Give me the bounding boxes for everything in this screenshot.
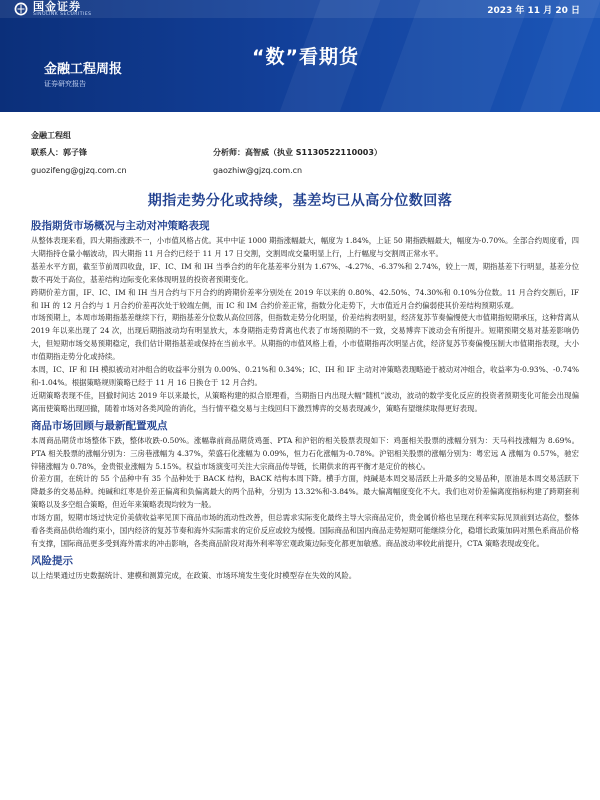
section-title: 商品市场回顾与最新配置观点 xyxy=(31,419,168,432)
paragraph: 市场方面，短期市场过快定价美债收益率见顶下商品市场的流动性改善，但总需求实际变化最终主导大宗商品定价，贵金属价格也呈现在利率实际见顶前到达高位，整体看各类商品供给端约束小，国内经济的复苏节奏和海外实际需求的定价反应或较为缓慢。国际商品和国内商品走势短期可能继续分化，稳增长政策加码对黑色系商品价格有支撑，国际商品更多受到海外需求的冲击影响，各类商品阶段对海外利率等宏观政策边际变化都更加敏感。商品波动率较此前提升，CTA 策略表现或变化。 xyxy=(31,513,579,548)
contact-email: guozifeng@gjzq.com.cn xyxy=(31,166,127,175)
section-title: 风险提示 xyxy=(31,554,73,567)
paragraph: 以上结果通过历史数据统计、建模和测算完成，在政策、市场环境发生变化时模型存在失效的风险。 xyxy=(31,570,357,580)
section-commodity-review xyxy=(31,419,579,551)
logo-name-cn: 国金证券 xyxy=(33,0,81,13)
report-date: 2023 年 11 月 20 日 xyxy=(487,6,580,16)
analyst-email: gaozhiw@gjzq.com.cn xyxy=(213,166,303,175)
paragraph: 从整体表现来看，四大期指涨跌不一，小市值风格占优。其中中证 1000 期指涨幅最大，幅度为 1.84%，上证 50 期指跌幅最大，幅度为-0.70%。全部合约周度看，四大期指持仓量小幅波动，四大期指 11 月合约已经于 11 月 17 日交割，交割周成交量明显上行，上行幅度与交割周正常水平。 xyxy=(31,236,579,258)
section-risk-warning xyxy=(31,554,579,583)
series-title: 金融工程周报 xyxy=(44,62,123,77)
paragraph: 市场预期上，本周市场期指基差继续下行，期指基差分位数从高位回落，但指数走势分化明显，价差结构表明显，经济复苏节奏偏慢使大市值期指短期承压，这种背离从 2019 年以来出现了 24 次，出现后期指波动均有明显放大，本身期指走势背离也代表了市场预期的不一致，交易博弈下波动会有所提升。短期预期交易对基差影响仍大，但短期市场交易预期稳定，我们估计期指基差或保持在当前水平。从期指的市值风格上看，小市值期指再次明显占优，经济复苏节奏偏慢压制大市值期指表现，大小市值期指走势分化或持续。 xyxy=(31,313,579,362)
logo-name-en: SINOLINK SECURITIES xyxy=(33,12,92,17)
report-type-label: 证券研究报告 xyxy=(44,80,86,88)
report-body xyxy=(31,219,579,583)
section-futures-overview xyxy=(31,219,579,416)
department-label: 金融工程组 xyxy=(31,131,71,140)
contact-person: 联系人：郭子锋 xyxy=(31,148,87,157)
analyst-person: 分析师：高智威（执业 S1130522110003） xyxy=(213,148,382,157)
paragraph: 本周商品期货市场整体下跌，整体收跌-0.50%。涨幅靠前商品期货鸡蛋、PTA 和沪铝的相关股票表现如下：鸡蛋相关股票的涨幅分别为：天马科技涨幅为 8.69%。PTA 相关股票的涨幅分别为：三房巷涨幅为 4.37%，荣盛石化涨幅为 0.09%，恒力石化涨幅为-0.78%。沪铝相关股票的涨幅分别为：粤宏远 A 涨幅为 0.57%，驰宏锌锗涨幅为 0.78%，金贵银业涨幅为 5.15%。权益市场演变可关注大宗商品传导链，长期供求的再平衡才是定价的核心。 xyxy=(31,435,579,471)
paragraph: 基差水平方面，截至节前周四收盘，IF、IC、IM 和 IH 当季合约的年化基差率分别为 1.67%、-4.27%、-6.37%和 2.74%，较上一周，期指基差下行明显，基差分位数不再处于高位，基差结构边际变化来体现明显的投资者预期变化。 xyxy=(31,261,579,284)
paragraph: 近期策略表现不佳，回撤时间达 2019 年以来最长，从策略构建的拟合原理看，当期指日内出现大幅“随机”波动，波动的数学变化反应的投资者预期变化可能会出现偏离而使策略出现回撤，随着市场对各类风险的消化，当行情平稳交易与主线回归下激烈博弈的交易表现减少，策略有望继续取得更好表现。 xyxy=(31,390,579,413)
section-title: 股指期货市场概况与主动对冲策略表现 xyxy=(31,220,210,232)
paragraph: 价差方面，在统计的 55 个品种中有 35 个品种处于 BACK 结构，BACK 结构本周下降。横手方面，纯碱是本周交易活跃上升最多的交易品种，原油是本周交易活跃下降最多的交易品种。纯碱和红枣是价差正偏离和负偏离最大的两个品种，分别为 13.32%和-3.84%。最大偏离幅度变化不大。我们也对价差偏离度指标构建了跨期套利策略以及多空组合策略，但近年来策略表现均较为一般。 xyxy=(31,474,579,510)
paragraph: 本周，IC、IF 和 IH 模拟被动对冲组合的收益率分别为 0.00%、0.21%和 0.34%；IC、IH 和 IF 主动对冲策略表现略逊于被动对冲组合，收益率为-0.93%、-0.74%和-1.04%。根据策略规则策略已经于 11 月 16 日换仓于 12 月合约。 xyxy=(31,365,579,387)
paragraph: 跨期价差方面，IF、IC、IM 和 IH 当月合约与下月合约的跨期价差率分别处在 2019 年以来的 0.80%、42.50%、74.30%和 0.10%分位数。11 月合约交割后，IF 和 IH 的 12 月合约与 1 月合约价差再次处于较端左侧，而 IC 和 IM 合约价差正常，指数分化走势下，大市值近月合约偏弱使其价差结构预期乐观。 xyxy=(31,287,579,310)
report-headline: 期指走势分化或持续，基差均已从高分位数回落 xyxy=(147,193,453,209)
sinolink-logo-icon xyxy=(14,2,28,16)
report-banner xyxy=(0,0,600,112)
brand-logo xyxy=(14,1,92,18)
report-title: “数”看期货 xyxy=(252,46,359,68)
